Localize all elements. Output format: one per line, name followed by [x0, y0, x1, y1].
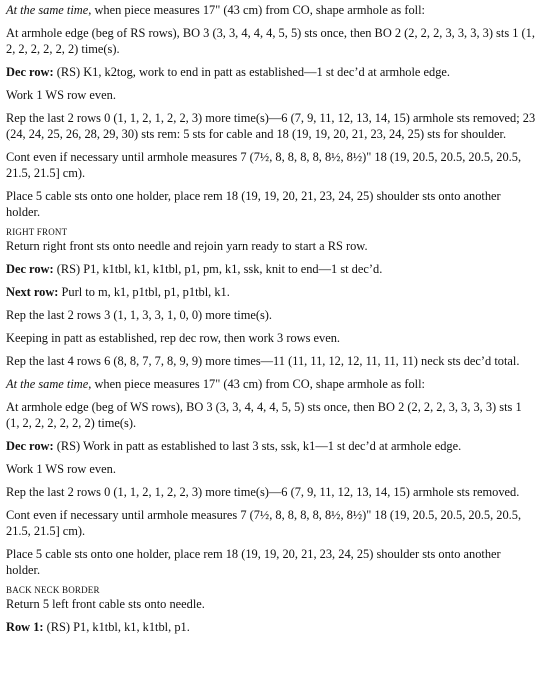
paragraph-text: (RS) Work in patt as established to last 3 sts, ssk, k1—1 st dec’d at armhole edge. [53, 439, 462, 453]
paragraph-text: Purl to m, k1, p1tbl, p1, p1tbl, k1. [58, 285, 230, 299]
paragraph-text: At armhole edge (beg of WS rows), BO 3 (3, 3, 4, 4, 4, 5, 5) sts once, then BO 2 (2, 2, 2, 3, 3, 3, 3) sts 1 (1, 2, 2, 2, 2, 2, 2) time(s). [6, 400, 522, 430]
paragraph-text: At armhole edge (beg of RS rows), BO 3 (3, 3, 4, 4, 4, 5, 5) sts once, then BO 2 (2, 2, 2, 3, 3, 3, 3) sts 1 (1, 2, 2, 2, 2, 2, 2) time(s). [6, 26, 535, 56]
paragraph-dec-row [6, 261, 536, 277]
paragraph-text: Work 1 WS row even. [6, 462, 116, 476]
paragraph-repeat [6, 307, 536, 323]
paragraph-next-row [6, 284, 536, 300]
paragraph-armhole-timing [6, 376, 536, 392]
italic-lead: At the same time [6, 3, 89, 17]
italic-lead: At the same time [6, 377, 89, 391]
bold-lead: Dec row: [6, 65, 54, 79]
paragraph-text: , when piece measures 17" (43 cm) from CO, shape armhole as foll: [88, 3, 425, 17]
paragraph-text: Return 5 left front cable sts onto needle. [6, 597, 205, 611]
paragraph-ws-row [6, 87, 536, 103]
paragraph-row-1 [6, 619, 536, 635]
section-heading-back-neck-border: BACK NECK BORDER [6, 585, 100, 595]
paragraph-armhole-bindoff [6, 399, 536, 431]
paragraph-text: Rep the last 2 rows 0 (1, 1, 2, 1, 2, 2, 3) more time(s)—6 (7, 9, 11, 12, 13, 14, 15) armhole sts removed. [6, 485, 520, 499]
paragraph-text: Work 1 WS row even. [6, 88, 116, 102]
paragraph-text: Rep the last 4 rows 6 (8, 8, 7, 7, 8, 9, 9) more times—11 (11, 11, 12, 12, 11, 11, 11) neck sts dec’d total. [6, 354, 520, 368]
paragraph-holder [6, 546, 536, 578]
paragraph-text: Return right front sts onto needle and rejoin yarn ready to start a RS row. [6, 239, 368, 253]
paragraph-dec-row [6, 438, 536, 454]
paragraph-repeat [6, 484, 536, 500]
paragraph-armhole-timing [6, 2, 536, 18]
pattern-page [6, 2, 536, 642]
paragraph-return-sts [6, 238, 536, 254]
bold-lead: Dec row: [6, 262, 54, 276]
bold-lead: Row 1: [6, 620, 44, 634]
paragraph-cont-even [6, 149, 536, 181]
paragraph-repeat [6, 110, 536, 142]
paragraph-return-cable [6, 596, 536, 612]
paragraph-holder [6, 188, 536, 220]
paragraph-ws-row [6, 461, 536, 477]
paragraph-text: , when piece measures 17" (43 cm) from CO, shape armhole as foll: [88, 377, 425, 391]
paragraph-text: Cont even if necessary until armhole measures 7 (7½, 8, 8, 8, 8, 8½, 8½)" 18 (19, 20.5, 20.5, 20.5, 20.5, 21.5, 21.5] cm). [6, 150, 522, 180]
paragraph-cont-even [6, 507, 536, 539]
paragraph-text: Cont even if necessary until armhole measures 7 (7½, 8, 8, 8, 8, 8½, 8½)" 18 (19, 20.5, 20.5, 20.5, 20.5, 21.5, 21.5] cm). [6, 508, 522, 538]
paragraph-text: Place 5 cable sts onto one holder, place rem 18 (19, 19, 20, 21, 23, 24, 25) shoulder sts onto another holder. [6, 547, 501, 577]
paragraph-text: (RS) K1, k2tog, work to end in patt as established—1 st dec’d at armhole edge. [53, 65, 451, 79]
paragraph-text: Place 5 cable sts onto one holder, place rem 18 (19, 19, 20, 21, 23, 24, 25) shoulder sts onto another holder. [6, 189, 501, 219]
paragraph-keep-patt [6, 330, 536, 346]
bold-lead: Next row: [6, 285, 59, 299]
section-heading-right-front: RIGHT FRONT [6, 227, 68, 237]
paragraph-text: Rep the last 2 rows 0 (1, 1, 2, 1, 2, 2, 3) more time(s)—6 (7, 9, 11, 12, 13, 14, 15) armhole sts removed; 23 (24, 24, 25, 26, 28, 29, 30) sts rem: 5 sts for cable and 18 (19, 19, 20, 21, 23, 24, 25) sts for shoulder. [6, 111, 536, 141]
paragraph-dec-row [6, 64, 536, 80]
paragraph-text: (RS) P1, k1tbl, k1, k1tbl, p1. [43, 620, 190, 634]
bold-lead: Dec row: [6, 439, 54, 453]
paragraph-text: Keeping in patt as established, rep dec row, then work 3 rows even. [6, 331, 340, 345]
paragraph-armhole-bindoff [6, 25, 536, 57]
paragraph-text: (RS) P1, k1tbl, k1, k1tbl, p1, pm, k1, ssk, knit to end—1 st dec’d. [53, 262, 383, 276]
paragraph-repeat-neck [6, 353, 536, 369]
paragraph-text: Rep the last 2 rows 3 (1, 1, 3, 3, 1, 0, 0) more time(s). [6, 308, 273, 322]
